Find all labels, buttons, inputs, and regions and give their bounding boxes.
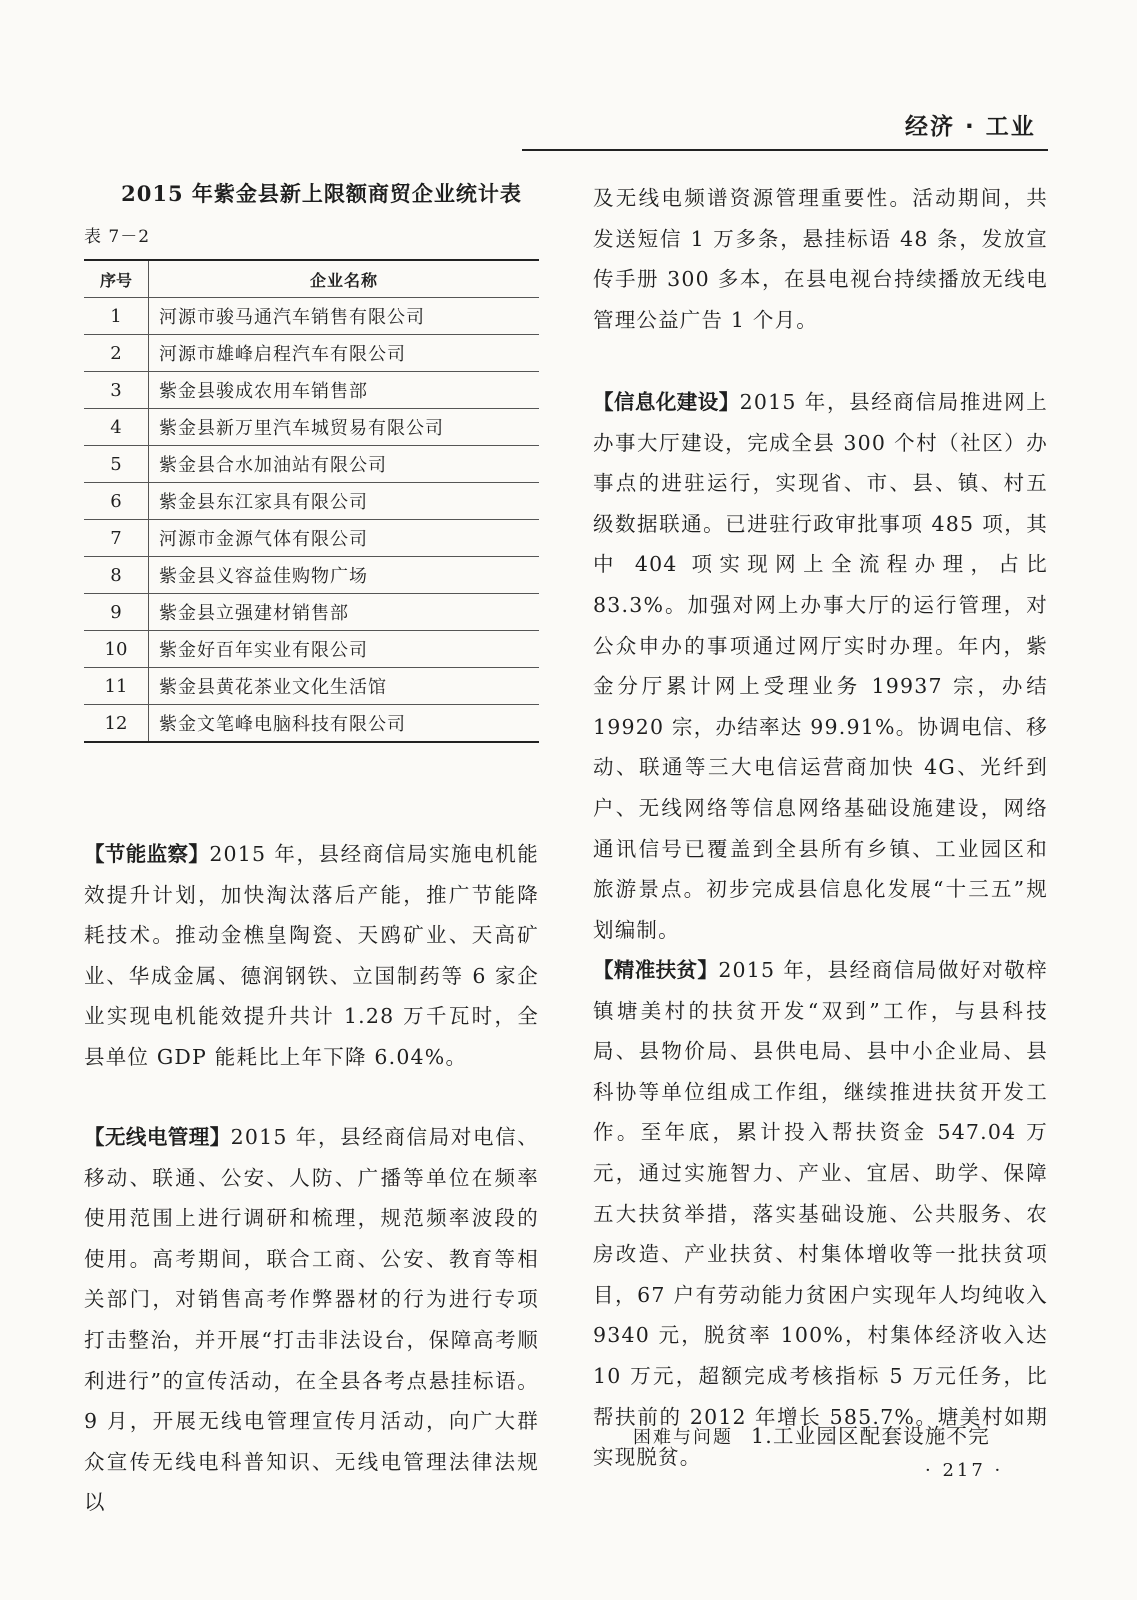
enterprise-name: 河源市雄峰启程汽车有限公司 (149, 335, 540, 372)
enterprise-name: 紫金文笔峰电脑科技有限公司 (149, 705, 540, 743)
enterprise-name: 紫金县黄花茶业文化生活馆 (149, 668, 540, 705)
table-row (84, 335, 539, 372)
table-label: 表 7－2 (84, 227, 151, 247)
table-row (84, 631, 539, 668)
section-radio-management-continued (593, 178, 1048, 340)
table-row (84, 668, 539, 705)
section-body: 1.工业园区配套设施不完 (751, 1424, 990, 1448)
section-heading: 【节能监察】 (84, 842, 210, 866)
row-number: 10 (84, 631, 149, 668)
row-number: 1 (84, 298, 149, 335)
row-number: 9 (84, 594, 149, 631)
page-number: · 217 · (925, 1460, 1004, 1481)
row-number: 7 (84, 520, 149, 557)
section-body: 及无线电频谱资源管理重要性。活动期间，共发送短信 1 万多条，悬挂标语 48 条，发放宣传手册 300 多本，在县电视台持续播放无线电管理公益广告 1 个月。 (593, 186, 1048, 332)
table-row (84, 298, 539, 335)
enterprise-name: 紫金好百年实业有限公司 (149, 631, 540, 668)
row-number: 6 (84, 483, 149, 520)
enterprise-name: 紫金县新万里汽车城贸易有限公司 (149, 409, 540, 446)
row-number: 12 (84, 705, 149, 743)
enterprise-name: 紫金县合水加油站有限公司 (149, 446, 540, 483)
table-row (84, 520, 539, 557)
enterprise-name: 河源市金源气体有限公司 (149, 520, 540, 557)
table-row (84, 409, 539, 446)
row-number: 2 (84, 335, 149, 372)
subsection-label: 困难与问题 (633, 1427, 733, 1448)
section-radio-management (84, 1117, 539, 1523)
section-body: 2015 年，县经商信局推进网上办事大厅建设，完成全县 300 个村（社区）办事点的进驻运行，实现省、市、县、镇、村五级数据联通。已进驻行政审批事项 485 项，其中 404 项实现网上全流程办理，占比 83.3%。加强对网上办事大厅的运行管理，对公众申办的事项通过网厅实时办理。年内，紫金分厅累计网上受理业务 19937 宗，办结 19920 宗，办结率达 99.91%。协调电信、移动、联通等三大电信运营商加快 4G、光纤到户、无线网络等信息网络基础设施建设，网络通讯信号已覆盖到全县所有乡镇、工业园区和旅游景点。初步完成县信息化发展“十三五”规划编制。 (593, 390, 1048, 942)
column-header-name: 企业名称 (149, 260, 540, 298)
table-title: 2015 年紫金县新上限额商贸企业统计表 (121, 181, 522, 206)
enterprise-name: 河源市骏马通汽车销售有限公司 (149, 298, 540, 335)
enterprise-name: 紫金县骏成农用车销售部 (149, 372, 540, 409)
enterprise-name: 紫金县立强建材销售部 (149, 594, 540, 631)
enterprise-name: 紫金县义容益佳购物广场 (149, 557, 540, 594)
section-body: 2015 年，县经商信局做好对敬梓镇塘美村的扶贫开发“双到”工作，与县科技局、县物价局、县供电局、县中小企业局、县科协等单位组成工作组，继续推进扶贫开发工作。至年底，累计投入帮扶资金 547.04 万元，通过实施智力、产业、宜居、助学、保障五大扶贫举措，落实基础设施、公共服务、农房改造、产业扶贫、村集体增收等一批扶贫项目，67 户有劳动能力贫困户实现年人均纯收入 9340 元，脱贫率 100%，村集体经济收入达 10 万元，超额完成考核指标 5 万元任务，比帮扶前的 2012 年增长 585.7%。塘美村如期实现脱贫。 (593, 958, 1049, 1470)
enterprise-table (84, 259, 539, 743)
table-row (84, 446, 539, 483)
section-body: 2015 年，县经商信局对电信、移动、联通、公安、人防、广播等单位在频率使用范围上进行调研和梳理，规范频率波段的使用。高考期间，联合工商、公安、教育等相关部门，对销售高考作弊器材的行为进行专项打击整治，并开展“打击非法设台，保障高考顺利进行”的宣传活动，在全县各考点悬挂标语。9 月，开展无线电管理宣传月活动，向广大群众宣传无线电科普知识、无线电管理法律法规以 (84, 1125, 539, 1515)
row-number: 8 (84, 557, 149, 594)
table-row (84, 557, 539, 594)
section-heading: 【无线电管理】 (84, 1125, 231, 1149)
row-number: 3 (84, 372, 149, 409)
section-informatization (593, 382, 1048, 950)
row-number: 5 (84, 446, 149, 483)
section-poverty-alleviation (593, 950, 1048, 1478)
section-heading: 【信息化建设】 (593, 390, 740, 414)
section-difficulties (633, 1416, 1048, 1459)
table-row (84, 483, 539, 520)
section-body: 2015 年，县经商信局实施电机能效提升计划，加快淘汰落后产能，推广节能降耗技术。推动金樵皇陶瓷、天鸥矿业、天高矿业、华成金属、德润钢铁、立国制药等 6 家企业实现电机能效提升共计 1.28 万千瓦时，全县单位 GDP 能耗比上年下降 6.04%。 (84, 842, 540, 1069)
table-block (84, 178, 539, 743)
row-number: 11 (84, 668, 149, 705)
section-heading: 【精准扶贫】 (593, 958, 719, 982)
enterprise-name: 紫金县东江家具有限公司 (149, 483, 540, 520)
table-row (84, 594, 539, 631)
section-energy-monitoring (84, 834, 539, 1078)
table-row (84, 705, 539, 743)
table-header-row (84, 260, 539, 298)
header-rule (522, 149, 1048, 151)
table-row (84, 372, 539, 409)
column-header-number: 序号 (84, 260, 149, 298)
running-header-section: 经济 · 工业 (905, 114, 1036, 140)
row-number: 4 (84, 409, 149, 446)
